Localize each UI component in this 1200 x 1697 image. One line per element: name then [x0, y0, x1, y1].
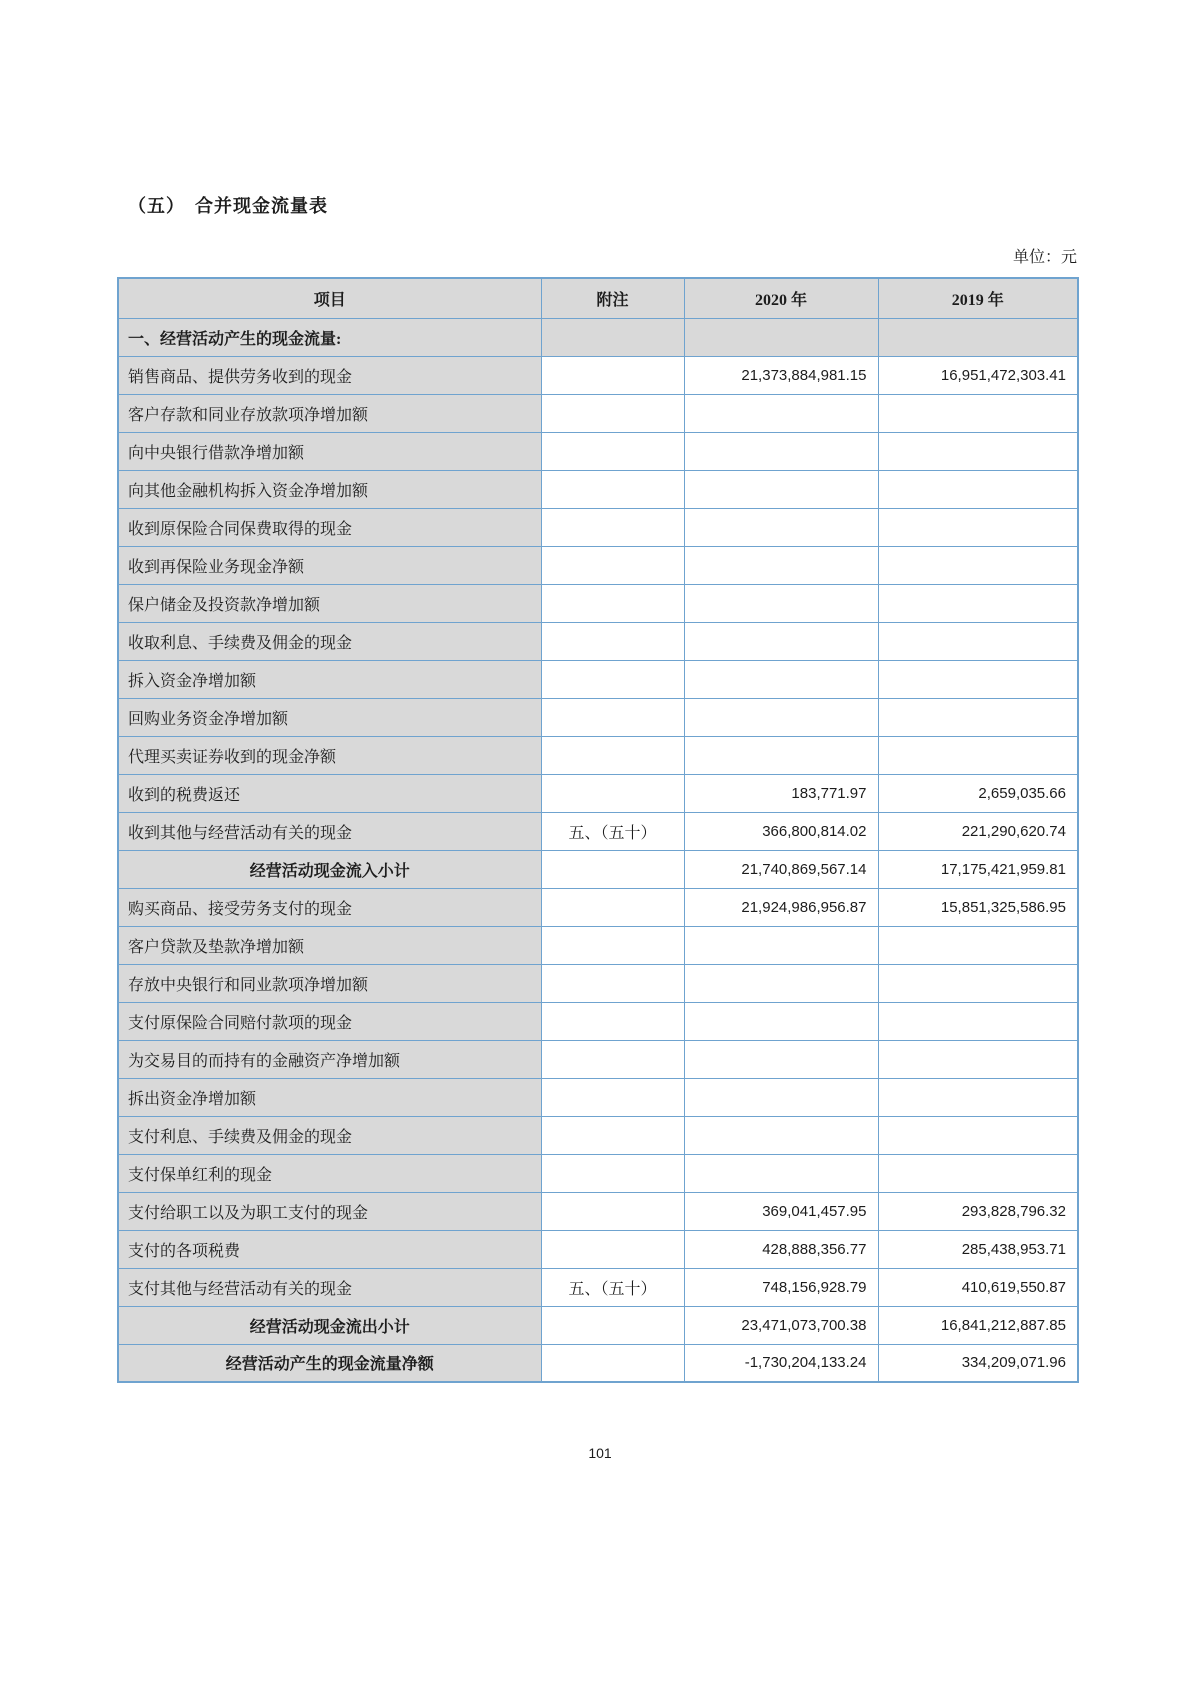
- row-label: 收到原保险合同保费取得的现金: [118, 508, 541, 546]
- header-row: [118, 278, 1078, 318]
- section-title: （五） 合并现金流量表: [128, 196, 328, 216]
- row-value-2019: [878, 1040, 1078, 1078]
- row-note: [541, 1154, 684, 1192]
- row-value-2020: 748,156,928.79: [684, 1268, 878, 1306]
- table-row: [118, 774, 1078, 812]
- row-value-2020: [684, 1040, 878, 1078]
- row-note: [541, 850, 684, 888]
- row-value-2020: 23,471,073,700.38: [684, 1306, 878, 1344]
- row-value-2019: [878, 926, 1078, 964]
- row-value-2019: [878, 1002, 1078, 1040]
- table-row: [118, 964, 1078, 1002]
- table-row: [118, 812, 1078, 850]
- table-row: [118, 698, 1078, 736]
- table-row: [118, 318, 1078, 356]
- row-value-2019: [878, 698, 1078, 736]
- row-note: [541, 508, 684, 546]
- row-label: 向中央银行借款净增加额: [118, 432, 541, 470]
- header-item-column: 项目: [118, 278, 541, 318]
- row-note: 五、（五十）: [541, 812, 684, 850]
- row-value-2019: 17,175,421,959.81: [878, 850, 1078, 888]
- cash-flow-table: [117, 277, 1079, 1383]
- row-label: 拆入资金净增加额: [118, 660, 541, 698]
- row-note: [541, 964, 684, 1002]
- row-value-2020: -1,730,204,133.24: [684, 1344, 878, 1382]
- row-label: 客户贷款及垫款净增加额: [118, 926, 541, 964]
- row-label: 一、经营活动产生的现金流量:: [118, 318, 541, 356]
- row-note: [541, 584, 684, 622]
- row-note: [541, 698, 684, 736]
- row-value-2019: 285,438,953.71: [878, 1230, 1078, 1268]
- row-value-2020: [684, 622, 878, 660]
- row-label: 代理买卖证券收到的现金净额: [118, 736, 541, 774]
- row-label: 收到的税费返还: [118, 774, 541, 812]
- row-value-2020: 21,924,986,956.87: [684, 888, 878, 926]
- row-note: [541, 660, 684, 698]
- row-label: 拆出资金净增加额: [118, 1078, 541, 1116]
- row-note: [541, 1230, 684, 1268]
- row-value-2019: 15,851,325,586.95: [878, 888, 1078, 926]
- header-2019-column: 2019 年: [878, 278, 1078, 318]
- row-value-2020: [684, 584, 878, 622]
- row-value-2019: 221,290,620.74: [878, 812, 1078, 850]
- table-row: [118, 356, 1078, 394]
- page-number: 101: [588, 1445, 612, 1461]
- row-label: 支付给职工以及为职工支付的现金: [118, 1192, 541, 1230]
- row-value-2019: [878, 584, 1078, 622]
- row-value-2019: [878, 1078, 1078, 1116]
- row-value-2020: [684, 318, 878, 356]
- row-label: 支付其他与经营活动有关的现金: [118, 1268, 541, 1306]
- table-row: [118, 1230, 1078, 1268]
- row-value-2019: 16,841,212,887.85: [878, 1306, 1078, 1344]
- row-value-2019: 2,659,035.66: [878, 774, 1078, 812]
- table-row: [118, 926, 1078, 964]
- table-row: [118, 1040, 1078, 1078]
- row-note: [541, 1192, 684, 1230]
- row-label: 经营活动现金流入小计: [118, 850, 541, 888]
- row-value-2020: 366,800,814.02: [684, 812, 878, 850]
- row-value-2019: 334,209,071.96: [878, 1344, 1078, 1382]
- row-note: [541, 432, 684, 470]
- row-value-2020: [684, 926, 878, 964]
- row-label: 收取利息、手续费及佣金的现金: [118, 622, 541, 660]
- header-note-column: 附注: [541, 278, 684, 318]
- row-value-2019: [878, 394, 1078, 432]
- row-value-2019: [878, 470, 1078, 508]
- row-value-2019: [878, 432, 1078, 470]
- row-note: [541, 888, 684, 926]
- row-note: [541, 774, 684, 812]
- header-2020-column: 2020 年: [684, 278, 878, 318]
- row-value-2019: 410,619,550.87: [878, 1268, 1078, 1306]
- row-note: [541, 470, 684, 508]
- row-value-2020: [684, 698, 878, 736]
- table-row: [118, 546, 1078, 584]
- row-note: [541, 356, 684, 394]
- row-label: 经营活动产生的现金流量净额: [118, 1344, 541, 1382]
- row-value-2020: 183,771.97: [684, 774, 878, 812]
- row-value-2019: [878, 622, 1078, 660]
- row-value-2020: [684, 1002, 878, 1040]
- row-note: [541, 1116, 684, 1154]
- row-value-2020: [684, 470, 878, 508]
- row-note: [541, 736, 684, 774]
- row-label: 支付利息、手续费及佣金的现金: [118, 1116, 541, 1154]
- row-value-2020: 369,041,457.95: [684, 1192, 878, 1230]
- table-row: [118, 1116, 1078, 1154]
- table-row: [118, 888, 1078, 926]
- table-row: [118, 470, 1078, 508]
- table-header: [118, 278, 1078, 318]
- row-value-2020: [684, 736, 878, 774]
- row-value-2020: [684, 1078, 878, 1116]
- row-label: 为交易目的而持有的金融资产净增加额: [118, 1040, 541, 1078]
- table-row: [118, 736, 1078, 774]
- row-label: 支付原保险合同赔付款项的现金: [118, 1002, 541, 1040]
- row-label: 向其他金融机构拆入资金净增加额: [118, 470, 541, 508]
- row-note: [541, 546, 684, 584]
- table-row: [118, 1078, 1078, 1116]
- row-value-2019: 16,951,472,303.41: [878, 356, 1078, 394]
- row-note: [541, 1040, 684, 1078]
- row-value-2019: 293,828,796.32: [878, 1192, 1078, 1230]
- row-label: 收到再保险业务现金净额: [118, 546, 541, 584]
- unit-label: 单位：元: [1012, 249, 1077, 266]
- row-value-2020: [684, 1116, 878, 1154]
- table-row: [118, 1344, 1078, 1382]
- table-row: [118, 432, 1078, 470]
- row-note: [541, 1078, 684, 1116]
- row-label: 购买商品、接受劳务支付的现金: [118, 888, 541, 926]
- table-row: [118, 394, 1078, 432]
- row-value-2019: [878, 546, 1078, 584]
- row-label: 支付保单红利的现金: [118, 1154, 541, 1192]
- row-label: 销售商品、提供劳务收到的现金: [118, 356, 541, 394]
- row-value-2019: [878, 508, 1078, 546]
- row-value-2019: [878, 318, 1078, 356]
- row-label: 收到其他与经营活动有关的现金: [118, 812, 541, 850]
- table-row: [118, 850, 1078, 888]
- row-note: [541, 1002, 684, 1040]
- row-value-2020: [684, 546, 878, 584]
- table-row: [118, 584, 1078, 622]
- row-value-2020: 21,740,869,567.14: [684, 850, 878, 888]
- table-row: [118, 622, 1078, 660]
- row-note: 五、（五十）: [541, 1268, 684, 1306]
- row-note: [541, 394, 684, 432]
- row-value-2020: [684, 432, 878, 470]
- row-value-2020: [684, 1154, 878, 1192]
- table-row: [118, 1268, 1078, 1306]
- row-value-2019: [878, 1154, 1078, 1192]
- row-value-2020: [684, 964, 878, 1002]
- row-label: 客户存款和同业存放款项净增加额: [118, 394, 541, 432]
- table-body: [118, 318, 1078, 1382]
- row-note: [541, 622, 684, 660]
- row-note: [541, 926, 684, 964]
- row-value-2020: 428,888,356.77: [684, 1230, 878, 1268]
- table-row: [118, 508, 1078, 546]
- row-note: [541, 1344, 684, 1382]
- table-row: [118, 1192, 1078, 1230]
- row-note: [541, 1306, 684, 1344]
- row-label: 经营活动现金流出小计: [118, 1306, 541, 1344]
- row-value-2019: [878, 660, 1078, 698]
- row-value-2019: [878, 964, 1078, 1002]
- table-row: [118, 1306, 1078, 1344]
- row-value-2019: [878, 736, 1078, 774]
- row-label: 保户储金及投资款净增加额: [118, 584, 541, 622]
- row-value-2020: [684, 508, 878, 546]
- row-label: 回购业务资金净增加额: [118, 698, 541, 736]
- table-row: [118, 1002, 1078, 1040]
- row-label: 存放中央银行和同业款项净增加额: [118, 964, 541, 1002]
- row-value-2019: [878, 1116, 1078, 1154]
- row-value-2020: 21,373,884,981.15: [684, 356, 878, 394]
- row-note: [541, 318, 684, 356]
- row-label: 支付的各项税费: [118, 1230, 541, 1268]
- table-row: [118, 1154, 1078, 1192]
- table-row: [118, 660, 1078, 698]
- row-value-2020: [684, 394, 878, 432]
- row-value-2020: [684, 660, 878, 698]
